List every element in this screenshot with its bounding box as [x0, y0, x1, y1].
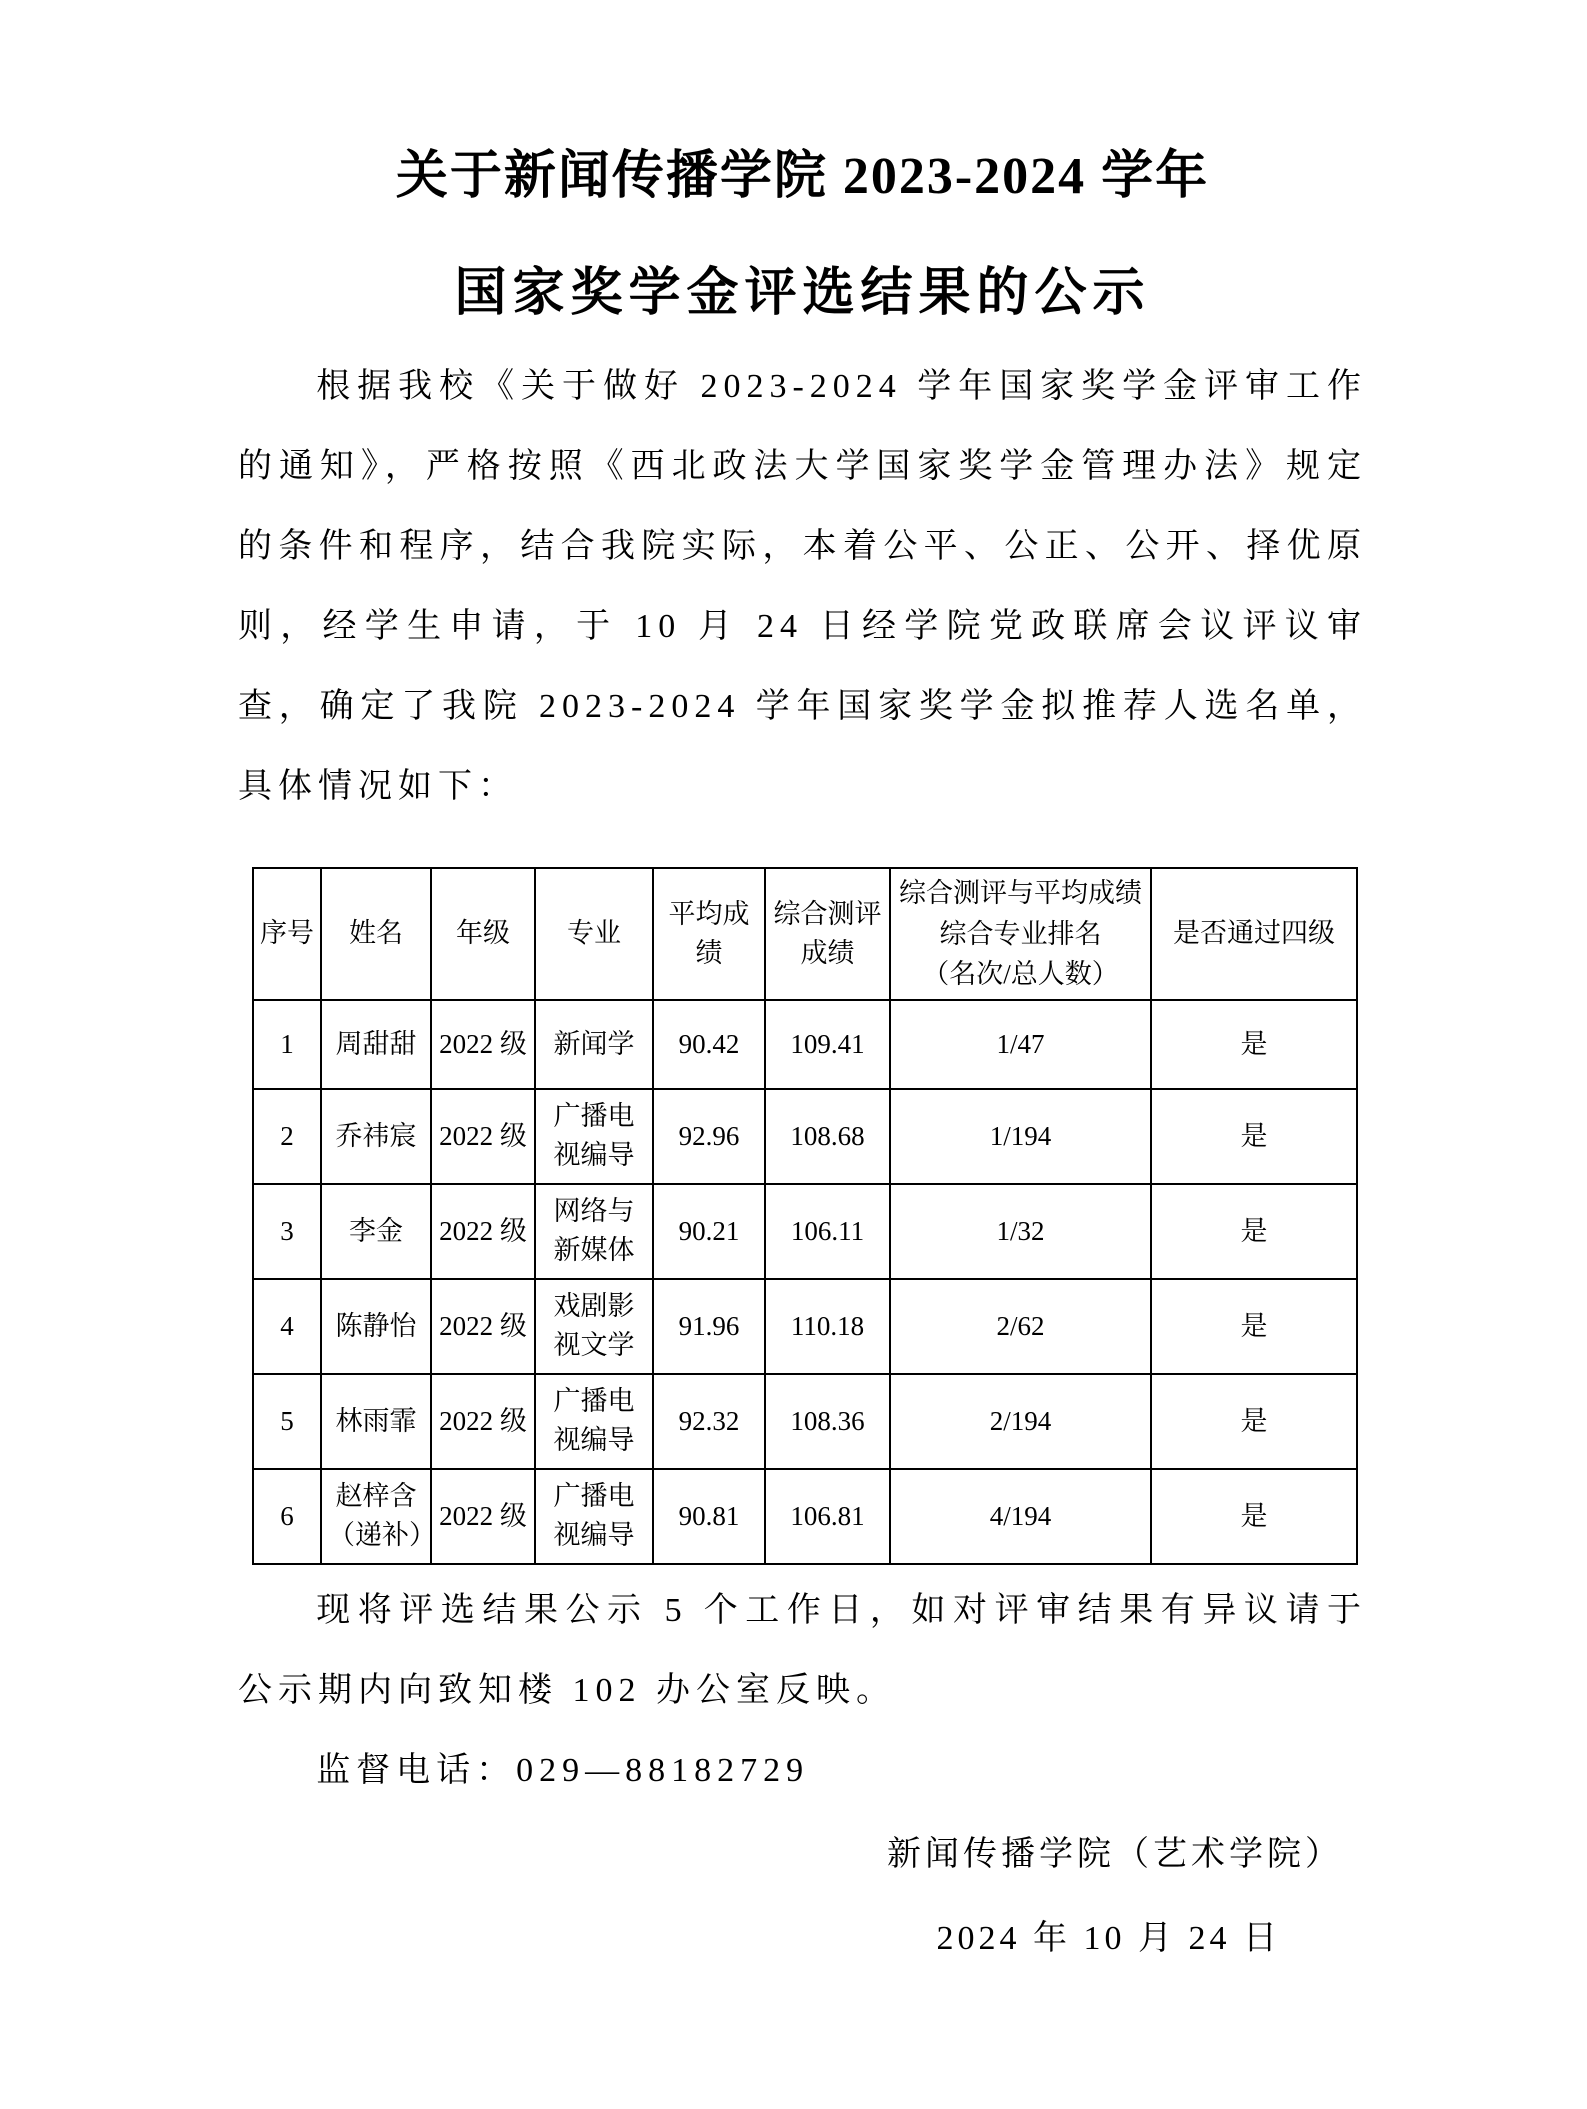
cell-name: 乔祎宸: [321, 1089, 431, 1184]
cell-major: 广播电视编导: [535, 1089, 653, 1184]
table-row: [253, 1279, 1357, 1374]
cell-name: 陈静怡: [321, 1279, 431, 1374]
header-cell-avg-score: 平均成绩: [653, 868, 765, 1000]
table-row: [253, 1184, 1357, 1279]
document-title-line2: 国家奖学金评选结果的公示: [454, 264, 1151, 322]
cell-comprehensive-score: 108.36: [765, 1374, 890, 1469]
header-cell-name: 姓名: [321, 868, 431, 1000]
cell-major: 戏剧影视文学: [535, 1279, 653, 1374]
cell-cet4: 是: [1151, 1089, 1357, 1184]
cell-ranking: 1/194: [890, 1089, 1151, 1184]
cell-index: 4: [253, 1279, 321, 1374]
cell-cet4: 是: [1151, 1469, 1357, 1564]
document-title-line1: 关于新闻传播学院 2023-2024 学年: [395, 148, 1210, 205]
cell-cet4: 是: [1151, 1000, 1357, 1089]
cell-grade: 2022 级: [431, 1279, 535, 1374]
cell-grade: 2022 级: [431, 1469, 535, 1564]
table-row: [253, 1374, 1357, 1469]
cell-avg-score: 91.96: [653, 1279, 765, 1374]
signature: 新闻传播学院（艺术学院）: [887, 1835, 1343, 1873]
cell-comprehensive-score: 106.11: [765, 1184, 890, 1279]
cell-avg-score: 90.42: [653, 1000, 765, 1089]
cell-avg-score: 92.96: [653, 1089, 765, 1184]
cell-index: 5: [253, 1374, 321, 1469]
closing-paragraph: 现将评选结果公示 5 个工作日，如对评审结果有异议请于公示期内向致知楼 102 办公室反映。: [238, 1591, 1367, 1709]
cell-comprehensive-score: 110.18: [765, 1279, 890, 1374]
ranking-header-line: 综合专业排名: [939, 918, 1102, 949]
intro-paragraph: 根据我校《关于做好 2023-2024 学年国家奖学金评审工作的通知》，严格按照《西北政法大学国家奖学金管理办法》规定的条件和程序，结合我院实际，本着公平、公正、公开、择优原则，经学生申请，于 10 月 24 日经学院党政联席会议评议审查，确定了我院 2023-2024 学年国家奖学金拟推荐人选名单，具体情况如下：: [238, 368, 1367, 806]
header-cell-comprehensive-score: 综合测评成绩: [765, 868, 890, 1000]
document-title: [238, 150, 1367, 321]
cell-avg-score: 90.21: [653, 1184, 765, 1279]
cell-major: 新闻学: [535, 1000, 653, 1089]
cell-avg-score: 90.81: [653, 1469, 765, 1564]
table-header-row: [253, 868, 1357, 1000]
cell-index: 1: [253, 1000, 321, 1089]
table-row: [253, 1089, 1357, 1184]
cell-major: 广播电视编导: [535, 1374, 653, 1469]
cell-index: 6: [253, 1469, 321, 1564]
cell-major: 网络与新媒体: [535, 1184, 653, 1279]
cell-cet4: 是: [1151, 1184, 1357, 1279]
header-cell-cet4: 是否通过四级: [1151, 868, 1357, 1000]
cell-avg-score: 92.32: [653, 1374, 765, 1469]
cell-ranking: 2/194: [890, 1374, 1151, 1469]
cell-ranking: 4/194: [890, 1469, 1151, 1564]
cell-name: 赵梓含（递补）: [321, 1469, 431, 1564]
header-cell-grade: 年级: [431, 868, 535, 1000]
ranking-header-line: 综合测评与平均成绩: [899, 878, 1142, 909]
cell-grade: 2022 级: [431, 1374, 535, 1469]
ranking-header-line: （名次/总人数）: [922, 959, 1119, 990]
cell-grade: 2022 级: [431, 1089, 535, 1184]
cell-cet4: 是: [1151, 1279, 1357, 1374]
cell-name: 李金: [321, 1184, 431, 1279]
header-cell-index: 序号: [253, 868, 321, 1000]
cell-index: 3: [253, 1184, 321, 1279]
cell-ranking: 1/32: [890, 1184, 1151, 1279]
cell-ranking: 1/47: [890, 1000, 1151, 1089]
cell-index: 2: [253, 1089, 321, 1184]
cell-name: 周甜甜: [321, 1000, 431, 1089]
table-row: [253, 1469, 1357, 1564]
supervision-phone-line: 监督电话：029—88182729: [316, 1751, 810, 1789]
table-row: [253, 1000, 1357, 1089]
date-line: 2024 年 10 月 24 日: [936, 1919, 1281, 1957]
cell-comprehensive-score: 108.68: [765, 1089, 890, 1184]
cell-grade: 2022 级: [431, 1184, 535, 1279]
cell-comprehensive-score: 106.81: [765, 1469, 890, 1564]
header-cell-major: 专业: [535, 868, 653, 1000]
cell-name: 林雨霏: [321, 1374, 431, 1469]
header-cell-ranking: [890, 868, 1151, 1000]
cell-grade: 2022 级: [431, 1000, 535, 1089]
cell-comprehensive-score: 109.41: [765, 1000, 890, 1089]
cell-major: 广播电视编导: [535, 1469, 653, 1564]
cell-cet4: 是: [1151, 1374, 1357, 1469]
results-table: [252, 867, 1358, 1565]
cell-ranking: 2/62: [890, 1279, 1151, 1374]
